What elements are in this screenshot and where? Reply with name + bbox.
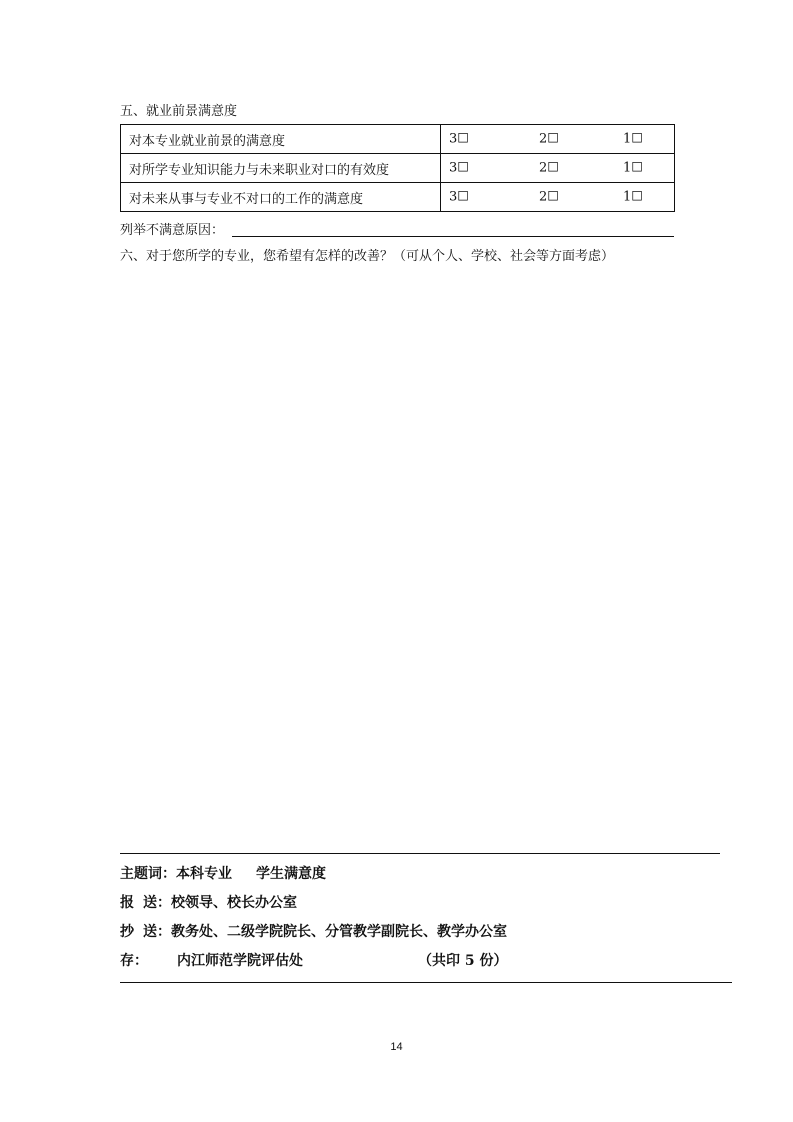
store-recipient: 内江师范学院评估处: [177, 953, 303, 969]
page-number: 14: [390, 1041, 403, 1053]
cc-label-b: 送：: [143, 924, 171, 940]
cc-label-a: 抄: [120, 924, 134, 940]
option-1-checkbox[interactable]: 1☐: [623, 131, 643, 147]
option-1-checkbox[interactable]: 1☐: [623, 189, 643, 205]
report-line: [120, 893, 297, 913]
option-3-checkbox[interactable]: 3☐: [449, 131, 469, 147]
keywords-line: [120, 864, 326, 884]
section-6-title: 六、对于您所学的专业，您希望有怎样的改善？（可从个人、学校、社会等方面考虑）: [120, 249, 615, 264]
keywords-label: 主题词：: [120, 866, 176, 882]
table-row: [121, 183, 675, 212]
reason-answer-line[interactable]: [232, 236, 674, 237]
options-cell: [441, 154, 675, 183]
reason-label: 列举不满意原因：: [120, 223, 225, 238]
satisfaction-table: [120, 124, 675, 212]
option-2-checkbox[interactable]: 2☐: [539, 131, 559, 147]
table-row: [121, 125, 675, 154]
option-3-checkbox[interactable]: 3☐: [449, 189, 469, 205]
table-row: [121, 154, 675, 183]
keyword-1: 本科专业: [176, 866, 232, 882]
question-cell: 对未来从事与专业不对口的工作的满意度: [121, 183, 441, 212]
cc-line: [120, 922, 507, 942]
cc-recipients: 教务处、二级学院院长、分管教学副院长、教学办公室: [171, 924, 507, 940]
options-cell: [441, 125, 675, 154]
question-cell: 对本专业就业前景的满意度: [121, 125, 441, 154]
footer-bottom-rule: [120, 982, 732, 983]
option-2-checkbox[interactable]: 2☐: [539, 189, 559, 205]
report-recipients: 校领导、校长办公室: [171, 895, 297, 911]
report-label-a: 报: [120, 895, 134, 911]
question-cell: 对所学专业知识能力与未来职业对口的有效度: [121, 154, 441, 183]
option-3-checkbox[interactable]: 3☐: [449, 160, 469, 176]
options-cell: [441, 183, 675, 212]
section-5-title: 五、就业前景满意度: [120, 104, 238, 119]
report-label-b: 送：: [143, 895, 171, 911]
option-1-checkbox[interactable]: 1☐: [623, 160, 643, 176]
option-2-checkbox[interactable]: 2☐: [539, 160, 559, 176]
copies-count: （共印 5 份）: [418, 953, 508, 969]
archive-line: [120, 951, 508, 971]
store-label: 存：: [120, 953, 148, 969]
keyword-2: 学生满意度: [256, 866, 326, 882]
footer-top-rule: [120, 853, 720, 854]
